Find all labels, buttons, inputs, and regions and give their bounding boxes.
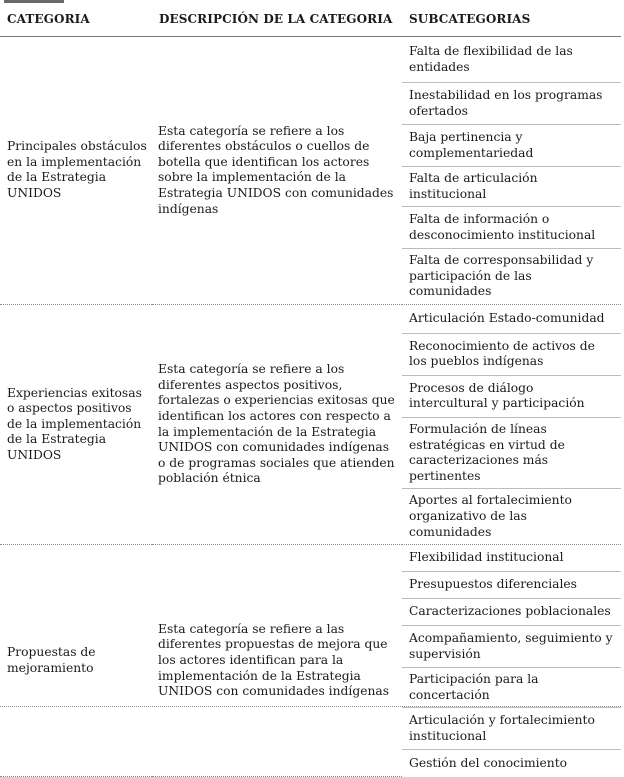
subcategory: Participación para la concertación [402,668,621,708]
subcategory: Baja pertinencia y complementariedad [402,125,621,167]
subcategory: Flexibilidad institucional [402,545,621,572]
subcategory: Gestión del conocimiento [409,755,568,770]
header-subcategorias: SUBCATEGORIAS [402,4,621,37]
subcategory: Articulación y fortalecimiento institucional [402,708,621,750]
subcategory: Presupuestos diferenciales [402,572,621,599]
category-obstaculos: Principales obstáculos en la implementación de la Estrategia UNIDOS [0,37,152,305]
description-propuestas-mejoramiento: Esta categoría se refiere a las diferentes propuestas de mejora que los actores identifican para la implementación de la Estrategia UNIDOS con comunidades indígenas [152,545,402,777]
subcategory: Falta de articulación institucional [402,167,621,207]
subcategory: Inestabilidad en los programas ofertados [402,83,621,125]
subcategory: Aportes al fortalecimiento organizativo de las comunidades [402,489,621,545]
subcategory: Caracterizaciones poblacionales [402,599,621,626]
categories-table [0,4,621,777]
table-body [0,37,621,777]
previous-page-text-fragment [0,0,624,3]
subcategory: Procesos de diálogo intercultural y participación [402,375,621,417]
subcategory: Formulación de líneas estratégicas en virtud de caracterizaciones más pertinentes [402,417,621,488]
header-descripcion: DESCRIPCIÓN DE LA CATEGORIA [152,4,402,37]
subcategory: Reconocimiento de activos de los pueblos indígenas [402,333,621,375]
subcategory: Falta de información o desconocimiento institucional [402,207,621,249]
header-categoria: CATEGORIA [0,4,152,37]
description-obstaculos: Esta categoría se refiere a los diferentes obstáculos o cuellos de botella que identifican los actores sobre la implementación de la Estrategia UNIDOS con comunidades indígenas [152,37,402,305]
subcategory: Falta de flexibilidad de las entidades [402,37,621,83]
table-bottom-rule [0,706,621,707]
table-header [0,4,621,37]
subcategory: Articulación Estado-comunidad [402,304,621,333]
description-experiencias-exitosas: Esta categoría se refiere a los diferentes aspectos positivos, fortalezas o experiencias exitosas que identifican los actores con respecto a la implementación de la Estrategia UNIDOS con comunidades indígenas o de programas sociales que atienden población étnica [152,304,402,544]
subcategory: Falta de corresponsabilidad y participación de las comunidades [402,249,621,305]
subcategory: Acompañamiento, seguimiento y supervisión [402,626,621,668]
category-experiencias-exitosas: Experiencias exitosas o aspectos positivos de la implementación de la Estrategia UNIDOS [0,304,152,544]
category-propuestas-mejoramiento: Propuestas de mejoramiento [0,545,152,777]
